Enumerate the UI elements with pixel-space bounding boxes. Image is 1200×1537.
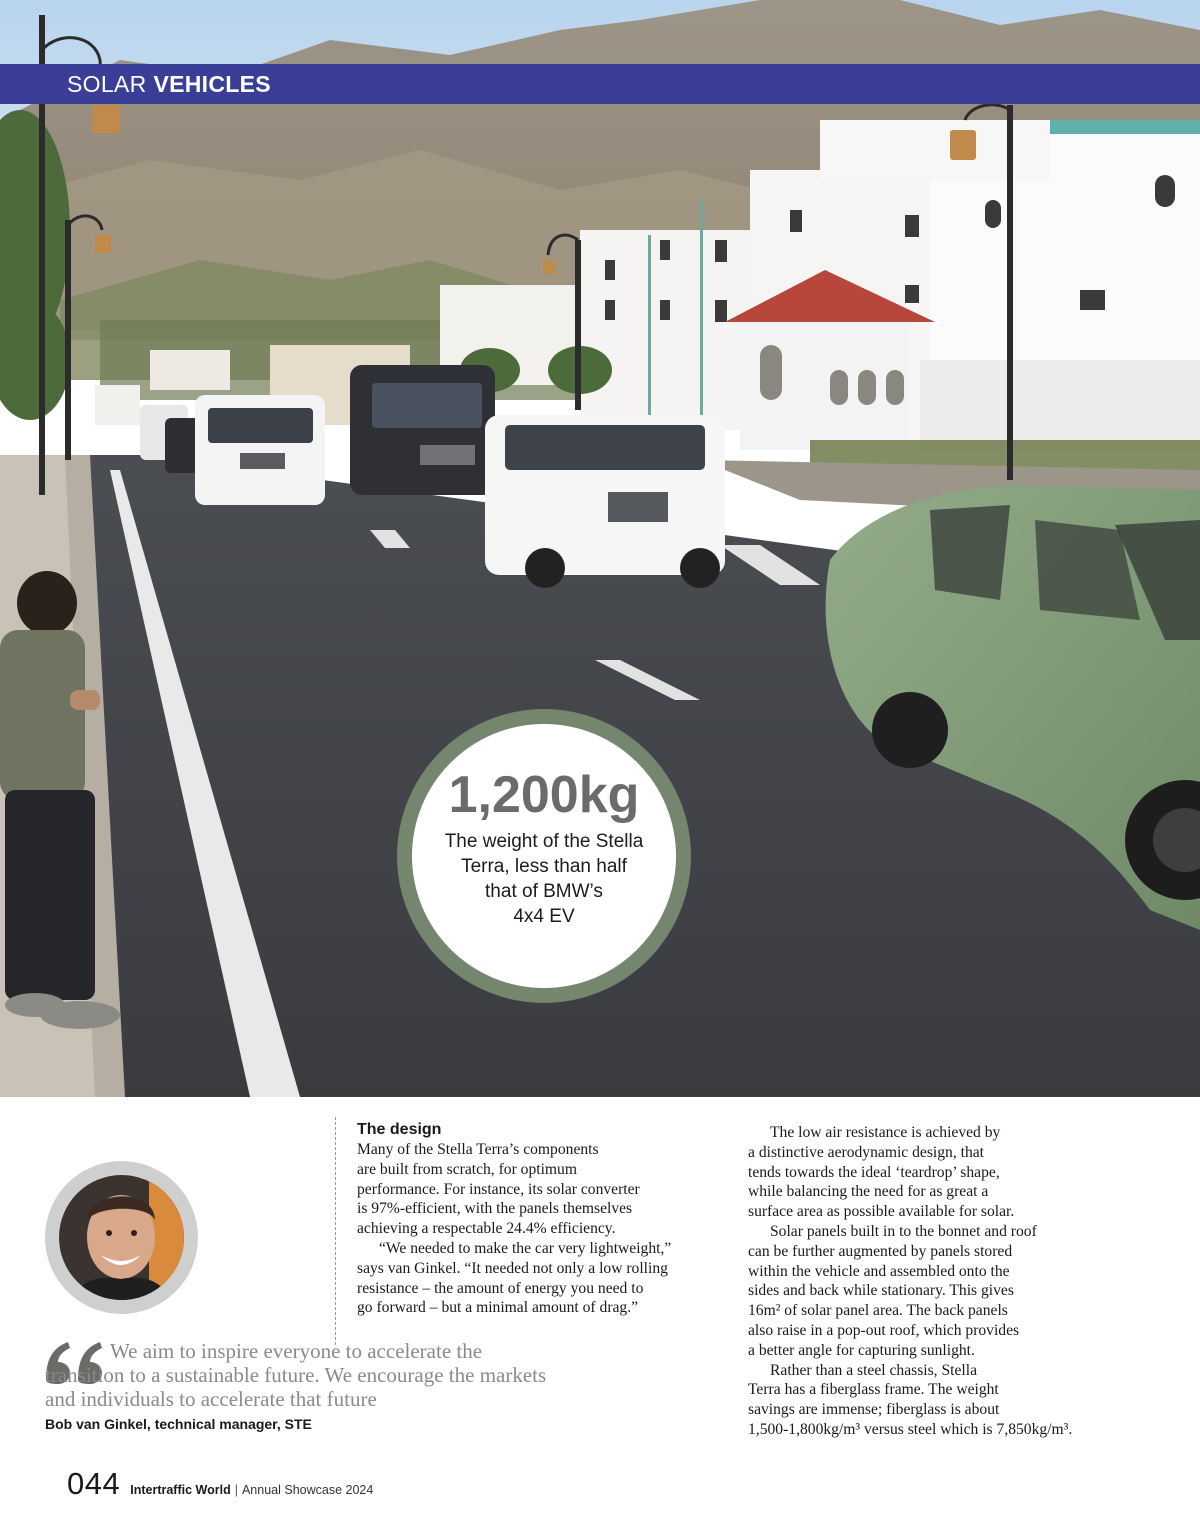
article-column-1 — [357, 1120, 727, 1318]
stat-caption — [445, 829, 644, 929]
article-line: performance. For instance, its solar converter — [357, 1180, 640, 1198]
page-footer — [67, 1466, 373, 1502]
article-line: Terra has a fiberglass frame. The weight — [748, 1381, 999, 1399]
article-line: 16m² of solar panel area. The back panels — [748, 1302, 1008, 1320]
footer-separator: | — [234, 1483, 238, 1497]
article-heading: The design — [357, 1121, 442, 1138]
article-line: says van Ginkel. “It needed not only a low rolling — [357, 1259, 668, 1277]
portrait-photo — [59, 1175, 184, 1300]
article-column-2 — [748, 1123, 1128, 1440]
article-line: can be further augmented by panels stored — [748, 1242, 1013, 1260]
article-line: Solar panels built in to the bonnet and roof — [770, 1222, 1037, 1240]
article-line: “We needed to make the car very lightweight,” — [379, 1239, 672, 1257]
article-line: achieving a respectable 24.4% efficiency. — [357, 1220, 616, 1238]
article-line: go forward – but a minimal amount of drag.” — [357, 1299, 639, 1317]
page-number: 044 — [67, 1466, 121, 1501]
article-line: while balancing the need for as great a — [748, 1183, 989, 1201]
article-line: 1,500-1,800kg/m³ versus steel which is 7,850kg/m³. — [748, 1420, 1073, 1438]
stat-caption-line: 4x4 EV — [513, 906, 575, 927]
stat-callout-inner — [412, 724, 676, 988]
article-line: surface area as possible available for solar. — [748, 1203, 1015, 1221]
article-line: resistance – the amount of energy you need to — [357, 1279, 644, 1297]
issue-name: Annual Showcase 2024 — [241, 1483, 374, 1497]
article-line: also raise in a pop-out roof, which provides — [748, 1321, 1020, 1339]
pull-quote-attribution: Bob van Ginkel, technical manager, STE — [45, 1416, 312, 1432]
stat-caption-line: Terra, less than half — [461, 856, 627, 877]
author-portrait — [45, 1161, 198, 1314]
portrait-illustration — [59, 1175, 184, 1300]
section-label-bold: VEHICLES — [153, 70, 271, 97]
section-header-band — [0, 64, 1200, 104]
stat-caption-line: that of BMW’s — [485, 881, 603, 902]
article-line: tends towards the ideal ‘teardrop’ shape, — [748, 1163, 1000, 1181]
stat-callout — [397, 709, 691, 1003]
article-line: a better angle for capturing sunlight. — [748, 1341, 975, 1359]
article-line: Many of the Stella Terra’s components — [357, 1141, 599, 1158]
column-divider — [335, 1117, 336, 1345]
publication-name: Intertraffic World — [130, 1483, 231, 1497]
article-line: within the vehicle and assembled onto the — [748, 1262, 1010, 1280]
pull-quote-text: We aim to inspire everyone to accelerate the transition to a sustainable future. We encourage the markets and individuals to accelerate that future — [45, 1339, 547, 1411]
article-line: Rather than a steel chassis, Stella — [770, 1361, 977, 1379]
article-line: sides and back while stationary. This gives — [748, 1282, 1014, 1300]
article-line: savings are immense; fiberglass is about — [748, 1401, 1000, 1419]
article-line: are built from scratch, for optimum — [357, 1160, 577, 1178]
stat-value: 1,200kg — [448, 766, 640, 824]
stat-caption-line: The weight of the Stella — [444, 831, 644, 852]
article-line: The low air resistance is achieved by — [770, 1124, 1001, 1141]
article-line: a distinctive aerodynamic design, that — [748, 1143, 985, 1161]
section-label-light: SOLAR — [67, 70, 147, 97]
article-line: is 97%-efficient, with the panels themselves — [357, 1200, 633, 1218]
